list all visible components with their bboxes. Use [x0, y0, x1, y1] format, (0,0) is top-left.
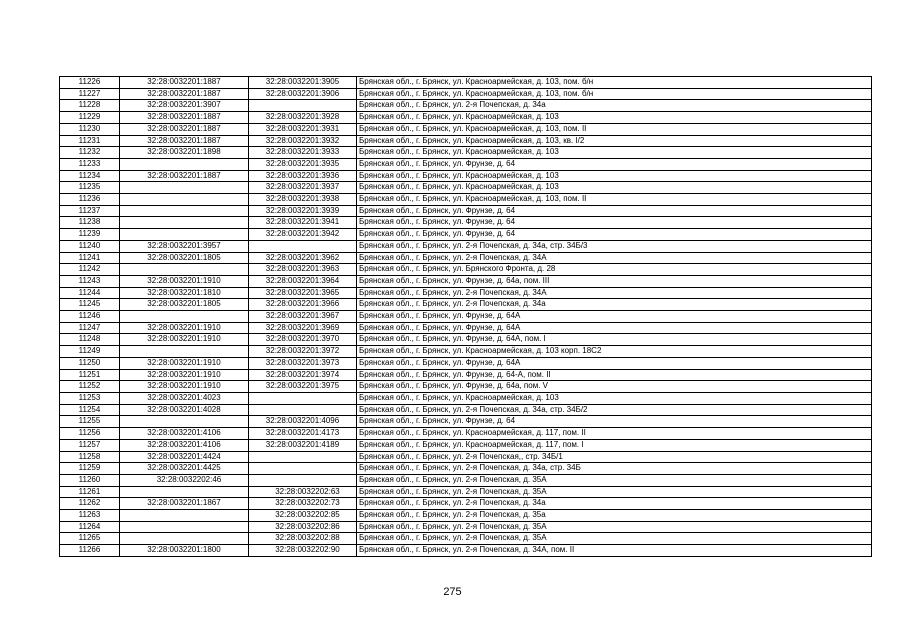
table-row — [60, 521, 872, 533]
cadastral-number-cell: 32:28:0032201:1887 — [120, 88, 249, 100]
row-number-cell: 11247 — [60, 322, 120, 334]
cadastral-number-cell: 32:28:0032201:1800 — [120, 545, 249, 557]
premises-cadastral-cell: 32:28:0032201:3974 — [249, 369, 357, 381]
row-number-cell: 11264 — [60, 521, 120, 533]
row-number-cell: 11238 — [60, 217, 120, 229]
address-cell: Брянская обл., г. Брянск, ул. 2-я Почепская,, стр. 34Б/1 — [357, 451, 872, 463]
premises-cadastral-cell: 32:28:0032202:88 — [249, 533, 357, 545]
cadastral-number-cell — [120, 416, 249, 428]
row-number-cell: 11250 — [60, 357, 120, 369]
premises-cadastral-cell — [249, 404, 357, 416]
row-number-cell: 11240 — [60, 240, 120, 252]
premises-cadastral-cell: 32:28:0032202:63 — [249, 486, 357, 498]
table-row — [60, 88, 872, 100]
address-cell: Брянская обл., г. Брянск, ул. Фрунзе, д. 64А — [357, 357, 872, 369]
table-row — [60, 416, 872, 428]
cadastral-number-cell: 32:28:0032201:1910 — [120, 357, 249, 369]
row-number-cell: 11242 — [60, 264, 120, 276]
cadastral-number-cell: 32:28:0032201:1887 — [120, 77, 249, 89]
address-cell: Брянская обл., г. Брянск, ул. Фрунзе, д. 64а, пом. III — [357, 275, 872, 287]
premises-cadastral-cell — [249, 474, 357, 486]
row-number-cell: 11249 — [60, 346, 120, 358]
premises-cadastral-cell: 32:28:0032201:4096 — [249, 416, 357, 428]
cadastral-number-cell: 32:28:0032201:4425 — [120, 463, 249, 475]
premises-cadastral-cell — [249, 100, 357, 112]
table-row — [60, 123, 872, 135]
table-row — [60, 439, 872, 451]
premises-cadastral-cell: 32:28:0032201:3973 — [249, 357, 357, 369]
premises-cadastral-cell: 32:28:0032201:3932 — [249, 135, 357, 147]
row-number-cell: 11265 — [60, 533, 120, 545]
table-row — [60, 112, 872, 124]
cadastral-number-cell — [120, 229, 249, 241]
row-number-cell: 11228 — [60, 100, 120, 112]
address-cell: Брянская обл., г. Брянск, ул. 2-я Почепская, д. 34а — [357, 100, 872, 112]
table-row — [60, 498, 872, 510]
address-cell: Брянская обл., г. Брянск, ул. Красноармейская, д. 103, кв. I/2 — [357, 135, 872, 147]
cadastral-number-cell: 32:28:0032201:4023 — [120, 392, 249, 404]
premises-cadastral-cell: 32:28:0032201:3936 — [249, 170, 357, 182]
table-row — [60, 381, 872, 393]
table-row — [60, 463, 872, 475]
table-row — [60, 510, 872, 522]
cadastral-number-cell — [120, 194, 249, 206]
row-number-cell: 11237 — [60, 205, 120, 217]
cadastral-number-cell — [120, 521, 249, 533]
premises-cadastral-cell: 32:28:0032201:3942 — [249, 229, 357, 241]
row-number-cell: 11229 — [60, 112, 120, 124]
row-number-cell: 11234 — [60, 170, 120, 182]
document-page — [59, 76, 865, 557]
address-cell: Брянская обл., г. Брянск, ул. Красноармейская, д. 117, пом. II — [357, 428, 872, 440]
premises-cadastral-cell — [249, 240, 357, 252]
premises-cadastral-cell: 32:28:0032201:3939 — [249, 205, 357, 217]
row-number-cell: 11251 — [60, 369, 120, 381]
row-number-cell: 11244 — [60, 287, 120, 299]
cadastral-number-cell — [120, 486, 249, 498]
cadastral-number-cell: 32:28:0032201:1910 — [120, 322, 249, 334]
table-row — [60, 533, 872, 545]
cadastral-number-cell — [120, 158, 249, 170]
row-number-cell: 11236 — [60, 194, 120, 206]
address-cell: Брянская обл., г. Брянск, ул. Фрунзе, д. 64А — [357, 311, 872, 323]
table-row — [60, 77, 872, 89]
address-cell: Брянская обл., г. Брянск, ул. Красноармейская, д. 103 — [357, 147, 872, 159]
premises-cadastral-cell: 32:28:0032201:3928 — [249, 112, 357, 124]
premises-cadastral-cell: 32:28:0032202:86 — [249, 521, 357, 533]
address-cell: Брянская обл., г. Брянск, ул. 2-я Почепская, д. 35А — [357, 486, 872, 498]
cadastral-number-cell: 32:28:0032201:3957 — [120, 240, 249, 252]
address-cell: Брянская обл., г. Брянск, ул. Фрунзе, д. 64 — [357, 217, 872, 229]
cadastral-number-cell — [120, 346, 249, 358]
cadastral-number-cell — [120, 182, 249, 194]
address-cell: Брянская обл., г. Брянск, ул. Красноармейская, д. 103 корп. 18С2 — [357, 346, 872, 358]
row-number-cell: 11232 — [60, 147, 120, 159]
address-cell: Брянская обл., г. Брянск, ул. Красноармейская, д. 117, пом. I — [357, 439, 872, 451]
row-number-cell: 11230 — [60, 123, 120, 135]
page-number: 275 — [443, 586, 462, 598]
row-number-cell: 11266 — [60, 545, 120, 557]
address-cell: Брянская обл., г. Брянск, ул. Фрунзе, д. 64А, пом. I — [357, 334, 872, 346]
premises-cadastral-cell: 32:28:0032201:3938 — [249, 194, 357, 206]
table-row — [60, 287, 872, 299]
cadastral-number-cell: 32:28:0032201:1887 — [120, 112, 249, 124]
address-cell: Брянская обл., г. Брянск, ул. Красноармейская, д. 103 — [357, 170, 872, 182]
premises-cadastral-cell: 32:28:0032201:3941 — [249, 217, 357, 229]
cadastral-number-cell: 32:28:0032201:1805 — [120, 252, 249, 264]
table-row — [60, 217, 872, 229]
address-cell: Брянская обл., г. Брянск, ул. Брянского Фронта, д. 28 — [357, 264, 872, 276]
premises-cadastral-cell: 32:28:0032201:3931 — [249, 123, 357, 135]
premises-cadastral-cell: 32:28:0032201:3964 — [249, 275, 357, 287]
table-row — [60, 158, 872, 170]
row-number-cell: 11235 — [60, 182, 120, 194]
premises-cadastral-cell: 32:28:0032201:3933 — [249, 147, 357, 159]
premises-cadastral-cell — [249, 451, 357, 463]
premises-cadastral-cell: 32:28:0032201:3935 — [249, 158, 357, 170]
premises-cadastral-cell: 32:28:0032202:73 — [249, 498, 357, 510]
premises-cadastral-cell: 32:28:0032201:4173 — [249, 428, 357, 440]
address-cell: Брянская обл., г. Брянск, ул. Фрунзе, д. 64 — [357, 205, 872, 217]
row-number-cell: 11246 — [60, 311, 120, 323]
premises-cadastral-cell: 32:28:0032201:3937 — [249, 182, 357, 194]
address-cell: Брянская обл., г. Брянск, ул. 2-я Почепская, д. 34а, стр. 34Б — [357, 463, 872, 475]
address-cell: Брянская обл., г. Брянск, ул. Фрунзе, д. 64А — [357, 322, 872, 334]
premises-cadastral-cell: 32:28:0032201:3969 — [249, 322, 357, 334]
row-number-cell: 11241 — [60, 252, 120, 264]
address-cell: Брянская обл., г. Брянск, ул. Фрунзе, д. 64-А, пом. II — [357, 369, 872, 381]
table-row — [60, 369, 872, 381]
table-row — [60, 170, 872, 182]
row-number-cell: 11254 — [60, 404, 120, 416]
address-cell: Брянская обл., г. Брянск, ул. Красноармейская, д. 103 — [357, 112, 872, 124]
table-row — [60, 311, 872, 323]
cadastral-number-cell: 32:28:0032201:1910 — [120, 275, 249, 287]
row-number-cell: 11262 — [60, 498, 120, 510]
table-row — [60, 299, 872, 311]
premises-cadastral-cell: 32:28:0032201:3965 — [249, 287, 357, 299]
row-number-cell: 11255 — [60, 416, 120, 428]
table-row — [60, 229, 872, 241]
row-number-cell: 11261 — [60, 486, 120, 498]
address-cell: Брянская обл., г. Брянск, ул. 2-я Почепская, д. 34А — [357, 252, 872, 264]
row-number-cell: 11227 — [60, 88, 120, 100]
table-row — [60, 474, 872, 486]
table-row — [60, 334, 872, 346]
cadastral-number-cell: 32:28:0032201:1810 — [120, 287, 249, 299]
table-row — [60, 451, 872, 463]
row-number-cell: 11231 — [60, 135, 120, 147]
cadastral-number-cell: 32:28:0032201:1887 — [120, 135, 249, 147]
premises-cadastral-cell: 32:28:0032201:3970 — [249, 334, 357, 346]
address-cell: Брянская обл., г. Брянск, ул. Красноармейская, д. 103, пом. б/н — [357, 77, 872, 89]
address-cell: Брянская обл., г. Брянск, ул. 2-я Почепская, д. 35А — [357, 521, 872, 533]
table-row — [60, 428, 872, 440]
address-cell: Брянская обл., г. Брянск, ул. 2-я Почепская, д. 35А — [357, 474, 872, 486]
cadastral-number-cell: 32:28:0032201:1887 — [120, 170, 249, 182]
address-cell: Брянская обл., г. Брянск, ул. 2-я Почепская, д. 34А — [357, 287, 872, 299]
table-row — [60, 404, 872, 416]
row-number-cell: 11239 — [60, 229, 120, 241]
premises-cadastral-cell — [249, 463, 357, 475]
cadastral-number-cell: 32:28:0032201:4106 — [120, 428, 249, 440]
address-cell: Брянская обл., г. Брянск, ул. 2-я Почепская, д. 34А, пом. II — [357, 545, 872, 557]
address-cell: Брянская обл., г. Брянск, ул. 2-я Почепская, д. 34а — [357, 299, 872, 311]
table-row — [60, 135, 872, 147]
table-row — [60, 264, 872, 276]
address-cell: Брянская обл., г. Брянск, ул. Красноармейская, д. 103 — [357, 182, 872, 194]
address-cell: Брянская обл., г. Брянск, ул. Красноармейская, д. 103 — [357, 392, 872, 404]
premises-cadastral-cell: 32:28:0032202:85 — [249, 510, 357, 522]
premises-cadastral-cell: 32:28:0032201:3975 — [249, 381, 357, 393]
row-number-cell: 11257 — [60, 439, 120, 451]
premises-cadastral-cell: 32:28:0032201:3966 — [249, 299, 357, 311]
table-row — [60, 357, 872, 369]
table-row — [60, 252, 872, 264]
premises-cadastral-cell: 32:28:0032201:3967 — [249, 311, 357, 323]
premises-cadastral-cell: 32:28:0032201:3962 — [249, 252, 357, 264]
cadastral-number-cell: 32:28:0032201:4028 — [120, 404, 249, 416]
address-cell: Брянская обл., г. Брянск, ул. 2-я Почепская, д. 34а, стр. 34Б/2 — [357, 404, 872, 416]
row-number-cell: 11259 — [60, 463, 120, 475]
premises-cadastral-cell: 32:28:0032201:3905 — [249, 77, 357, 89]
table-row — [60, 194, 872, 206]
cadastral-number-cell: 32:28:0032201:1898 — [120, 147, 249, 159]
row-number-cell: 11252 — [60, 381, 120, 393]
table-row — [60, 545, 872, 557]
row-number-cell: 11248 — [60, 334, 120, 346]
cadastral-number-cell: 32:28:0032201:3907 — [120, 100, 249, 112]
table-row — [60, 182, 872, 194]
cadastral-number-cell: 32:28:0032202:46 — [120, 474, 249, 486]
row-number-cell: 11245 — [60, 299, 120, 311]
cadastral-number-cell: 32:28:0032201:1887 — [120, 123, 249, 135]
premises-cadastral-cell: 32:28:0032201:3972 — [249, 346, 357, 358]
address-cell: Брянская обл., г. Брянск, ул. 2-я Почепская, д. 34а, стр. 34Б/3 — [357, 240, 872, 252]
cadastral-number-cell: 32:28:0032201:1910 — [120, 334, 249, 346]
address-cell: Брянская обл., г. Брянск, ул. Фрунзе, д. 64 — [357, 158, 872, 170]
cadastral-number-cell — [120, 510, 249, 522]
cadastral-number-cell — [120, 205, 249, 217]
address-cell: Брянская обл., г. Брянск, ул. Красноармейская, д. 103, пом. б/н — [357, 88, 872, 100]
row-number-cell: 11260 — [60, 474, 120, 486]
cadastral-number-cell — [120, 533, 249, 545]
address-cell: Брянская обл., г. Брянск, ул. Фрунзе, д. 64а, пом. V — [357, 381, 872, 393]
cadastral-number-cell: 32:28:0032201:4106 — [120, 439, 249, 451]
address-cell: Брянская обл., г. Брянск, ул. Фрунзе, д. 64 — [357, 229, 872, 241]
table-row — [60, 346, 872, 358]
cadastral-number-cell — [120, 311, 249, 323]
premises-cadastral-cell: 32:28:0032202:90 — [249, 545, 357, 557]
premises-cadastral-cell — [249, 392, 357, 404]
address-cell: Брянская обл., г. Брянск, ул. Красноармейская, д. 103, пом. II — [357, 123, 872, 135]
table-row — [60, 322, 872, 334]
table-row — [60, 486, 872, 498]
cadastral-number-cell: 32:28:0032201:4424 — [120, 451, 249, 463]
premises-cadastral-cell: 32:28:0032201:4189 — [249, 439, 357, 451]
property-table — [59, 76, 872, 557]
address-cell: Брянская обл., г. Брянск, ул. Фрунзе, д. 64 — [357, 416, 872, 428]
table-row — [60, 147, 872, 159]
address-cell: Брянская обл., г. Брянск, ул. Красноармейская, д. 103, пом. II — [357, 194, 872, 206]
row-number-cell: 11253 — [60, 392, 120, 404]
address-cell: Брянская обл., г. Брянск, ул. 2-я Почепская, д. 35а — [357, 510, 872, 522]
table-row — [60, 205, 872, 217]
table-row — [60, 392, 872, 404]
row-number-cell: 11263 — [60, 510, 120, 522]
table-row — [60, 275, 872, 287]
row-number-cell: 11256 — [60, 428, 120, 440]
row-number-cell: 11243 — [60, 275, 120, 287]
row-number-cell: 11233 — [60, 158, 120, 170]
premises-cadastral-cell: 32:28:0032201:3906 — [249, 88, 357, 100]
table-body — [60, 77, 872, 557]
table-row — [60, 100, 872, 112]
row-number-cell: 11258 — [60, 451, 120, 463]
cadastral-number-cell: 32:28:0032201:1805 — [120, 299, 249, 311]
row-number-cell: 11226 — [60, 77, 120, 89]
table-row — [60, 240, 872, 252]
cadastral-number-cell: 32:28:0032201:1867 — [120, 498, 249, 510]
cadastral-number-cell: 32:28:0032201:1910 — [120, 381, 249, 393]
cadastral-number-cell: 32:28:0032201:1910 — [120, 369, 249, 381]
premises-cadastral-cell: 32:28:0032201:3963 — [249, 264, 357, 276]
cadastral-number-cell — [120, 217, 249, 229]
address-cell: Брянская обл., г. Брянск, ул. 2-я Почепская, д. 35А — [357, 533, 872, 545]
cadastral-number-cell — [120, 264, 249, 276]
address-cell: Брянская обл., г. Брянск, ул. 2-я Почепская, д. 34а — [357, 498, 872, 510]
